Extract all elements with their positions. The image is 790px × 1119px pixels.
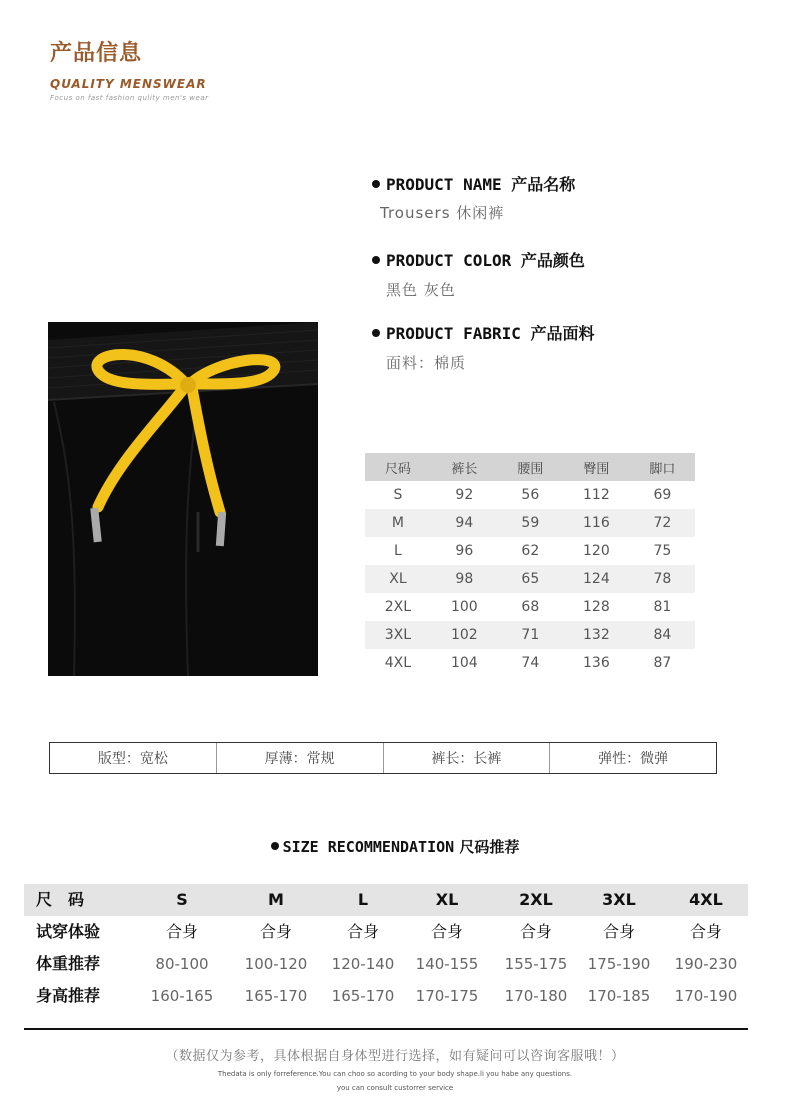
table-cell: 98 — [431, 565, 498, 593]
height-cell: 170-185 — [587, 987, 651, 1005]
fit-cell: 合身 — [519, 922, 552, 941]
spec-name-value: Trousers 休闲裤 — [380, 204, 505, 222]
height-cell: 170-175 — [415, 987, 479, 1005]
table-cell: 75 — [653, 543, 672, 559]
row-label: 体重推荐 — [36, 954, 101, 973]
table-cell: 128 — [583, 599, 610, 615]
table-cell: 65 — [498, 565, 563, 593]
weight-cell: 190-230 — [674, 955, 738, 973]
height-cell: 165-170 — [331, 987, 395, 1005]
spec-color-label: PRODUCT COLOR 产品颜色 — [372, 248, 585, 271]
fit-cell: 合身 — [430, 922, 463, 941]
height-cell: 165-170 — [244, 987, 308, 1005]
spec-name-label: PRODUCT NAME 产品名称 — [372, 172, 575, 195]
table-cell: 3XL — [365, 621, 431, 649]
table-cell: 132 — [563, 621, 630, 649]
spec-fabric-value: 面料：棉质 — [386, 354, 467, 372]
table-cell: 4XL — [384, 655, 412, 671]
fit-cell: 合身 — [259, 922, 292, 941]
table-cell: 104 — [450, 655, 478, 671]
table-cell: 120 — [583, 543, 610, 559]
table-cell: 112 — [583, 487, 610, 503]
disclaimer-cn: （数据仅为参考，具体根据自身体型进行选择，如有疑问可以咨询客服哦！） — [165, 1049, 625, 1064]
table-row — [365, 481, 695, 509]
table-cell: 87 — [653, 655, 672, 671]
table-cell: 56 — [521, 487, 540, 503]
table-cell: 81 — [653, 599, 672, 615]
size-cell: L — [357, 890, 369, 909]
size-chart — [365, 453, 695, 677]
table-cell: S — [393, 487, 403, 503]
table-row — [365, 537, 695, 565]
recommendation-title: SIZE RECOMMENDATION 尺码推荐 — [0, 836, 790, 857]
attribute-bar — [49, 742, 717, 774]
size-cell: 4XL — [689, 890, 723, 909]
table-cell: 116 — [563, 509, 630, 537]
weight-cell: 175-190 — [587, 955, 651, 973]
table-cell: L — [394, 543, 402, 559]
table-cell: 72 — [630, 509, 695, 537]
table-cell: 71 — [498, 621, 563, 649]
table-cell: 84 — [630, 621, 695, 649]
table-row — [365, 649, 695, 677]
table-cell: 92 — [455, 487, 474, 503]
recommendation-weight-row — [24, 948, 748, 980]
size-cell: 2XL — [519, 890, 553, 909]
table-cell: 68 — [521, 599, 540, 615]
size-cell: S — [176, 890, 188, 909]
recommendation-table — [24, 884, 748, 1012]
table-cell: 62 — [521, 543, 540, 559]
table-cell: 69 — [653, 487, 672, 503]
size-cell: XL — [435, 890, 459, 909]
table-row — [365, 593, 695, 621]
fit-cell: 合身 — [689, 922, 722, 941]
fit-cell: 合身 — [165, 922, 198, 941]
table-cell: 100 — [450, 599, 478, 615]
divider — [24, 1028, 748, 1030]
weight-cell: 120-140 — [331, 955, 395, 973]
table-cell: 2XL — [384, 599, 412, 615]
table-cell: 78 — [630, 565, 695, 593]
table-cell: 96 — [455, 543, 474, 559]
brand-subtitle: Focus on fast fashion qulity men's wear — [50, 94, 209, 102]
size-chart-col: 裤长 — [431, 453, 498, 481]
row-label: 身高推荐 — [36, 986, 101, 1005]
attribute-fit: 版型：宽松 — [50, 743, 217, 773]
page-title: 产品信息 — [50, 41, 143, 66]
fit-cell: 合身 — [346, 922, 379, 941]
table-row — [365, 509, 695, 537]
product-photo — [48, 322, 318, 676]
attribute-thickness: 厚薄：常规 — [217, 743, 384, 773]
recommendation-size-row — [24, 884, 748, 916]
weight-cell: 80-100 — [155, 955, 209, 973]
size-chart-col: 尺码 — [365, 453, 431, 481]
spec-color-value: 黑色 灰色 — [386, 281, 456, 299]
fit-cell: 合身 — [602, 922, 635, 941]
weight-cell: 140-155 — [415, 955, 479, 973]
size-chart-header — [365, 453, 695, 481]
table-cell: 102 — [431, 621, 498, 649]
height-cell: 170-180 — [504, 987, 568, 1005]
table-cell: 124 — [563, 565, 630, 593]
size-cell: M — [268, 890, 284, 909]
table-cell: XL — [365, 565, 431, 593]
table-row — [365, 565, 695, 593]
disclaimer-en-2: you can consult custorrer service — [336, 1084, 454, 1092]
size-chart-col: 臀围 — [563, 453, 630, 481]
disclaimer-en-1: Thedata is only forreference.You can choo so acording to your body shape.li you habe any questions. — [217, 1070, 573, 1078]
table-cell: 136 — [583, 655, 610, 671]
size-chart-col: 脚口 — [630, 453, 695, 481]
size-cell: 3XL — [602, 890, 636, 909]
table-cell: M — [365, 509, 431, 537]
table-cell: 94 — [431, 509, 498, 537]
height-cell: 170-190 — [674, 987, 738, 1005]
attribute-elasticity: 弹性：微弹 — [598, 751, 669, 767]
table-cell: 59 — [498, 509, 563, 537]
weight-cell: 155-175 — [504, 955, 568, 973]
spec-fabric-label: PRODUCT FABRIC 产品面料 — [372, 321, 595, 344]
table-row — [365, 621, 695, 649]
recommendation-height-row — [24, 980, 748, 1012]
brand-tagline: QUALITY MENSWEAR — [50, 77, 207, 91]
row-label: 尺 码 — [36, 890, 85, 909]
recommendation-fit-row — [24, 916, 748, 948]
size-chart-col: 腰围 — [498, 453, 563, 481]
attribute-length: 裤长：长裤 — [384, 743, 551, 773]
table-cell: 74 — [521, 655, 540, 671]
height-cell: 160-165 — [150, 987, 214, 1005]
row-label: 试穿体验 — [36, 922, 101, 941]
weight-cell: 100-120 — [244, 955, 308, 973]
